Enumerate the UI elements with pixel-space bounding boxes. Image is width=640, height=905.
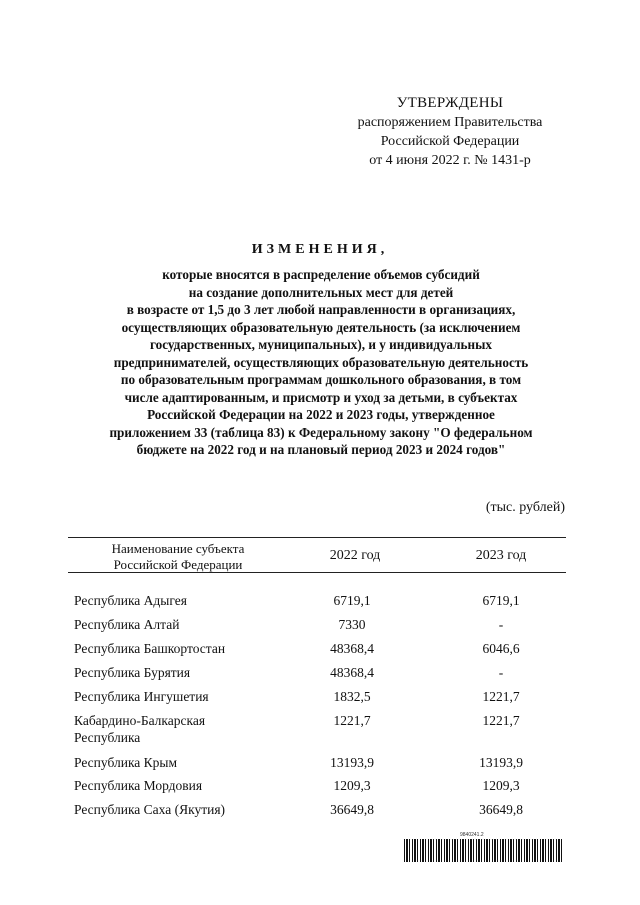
value-2022: 36649,8 — [330, 802, 374, 817]
approval-stamp — [340, 94, 560, 170]
subtitle-line: по образовательным программам дошкольного образования, в том — [120, 372, 522, 387]
subject-name: Республика Бурятия — [74, 665, 191, 680]
approval-line-1: распоряжением Правительства — [357, 115, 543, 130]
column-header-subject — [78, 541, 278, 573]
document-subtitle — [60, 266, 582, 459]
subtitle-line: на создание дополнительных мест для детей — [188, 284, 454, 300]
value-2023: 6719,1 — [482, 593, 520, 608]
table-top-rule — [68, 537, 566, 538]
column-header-subject-line-1: Наименование субъекта — [111, 541, 245, 556]
value-2023: 36649,8 — [479, 802, 523, 817]
value-2023: 13193,9 — [479, 755, 523, 770]
subject-name: Республика Крым — [74, 755, 178, 770]
value-2022: 48368,4 — [330, 641, 374, 656]
approval-heading: УТВЕРЖДЕНЫ — [396, 95, 504, 111]
subject-name: Кабардино-Балкарская Республика — [74, 713, 206, 745]
subtitle-line: бюджете на 2022 год и на плановый период 2023 и 2024 годов" — [136, 442, 506, 457]
value-2022: 1221,7 — [333, 713, 371, 728]
subject-name: Республика Мордовия — [74, 778, 203, 793]
subtitle-line: Российской Федерации на 2022 и 2023 годы, утвержденное — [147, 407, 495, 422]
value-2022: 48368,4 — [330, 665, 374, 680]
value-2023: 1221,7 — [482, 713, 520, 728]
subject-name: Республика Адыгея — [74, 593, 187, 608]
subtitle-line: числе адаптированным, и присмотр и уход за детьми, в субъектах — [124, 389, 518, 405]
subtitle-line: предпринимателей, осуществляющих образовательную деятельность — [113, 354, 529, 370]
value-2023: - — [498, 617, 504, 632]
value-2023: 1209,3 — [482, 778, 520, 793]
subtitle-line: государственных, муниципальных), и у индивидуальных — [149, 337, 493, 352]
document-title: ИЗМЕНЕНИЯ, — [251, 242, 389, 257]
subject-name: Республика Башкортостан — [74, 641, 226, 656]
column-header-2022: 2022 год — [329, 548, 381, 563]
barcode — [404, 839, 564, 862]
value-2022: 6719,1 — [333, 593, 371, 608]
value-2023: 6046,6 — [482, 641, 520, 656]
value-2023: 1221,7 — [482, 689, 520, 704]
value-2023: - — [498, 665, 504, 680]
barcode-label: 9840241.2 — [460, 832, 484, 838]
subject-name: Республика Ингушетия — [74, 689, 209, 704]
value-2022: 7330 — [338, 617, 366, 632]
subject-name: Республика Алтай — [74, 617, 180, 632]
value-2022: 1832,5 — [333, 689, 371, 704]
subtitle-line: осуществляющих образовательную деятельность (за исключением — [121, 319, 521, 335]
column-header-subject-line-2: Российской Федерации — [113, 557, 243, 572]
value-2022: 1209,3 — [333, 778, 371, 793]
approval-line-2: Российской Федерации — [380, 134, 520, 149]
column-header-2023: 2023 год — [475, 548, 527, 563]
subtitle-line: которые вносятся в распределение объемов субсидий — [162, 267, 480, 282]
value-2022: 13193,9 — [330, 755, 374, 770]
subject-name: Республика Саха (Якутия) — [74, 802, 226, 817]
units-label: (тыс. рублей) — [485, 500, 565, 515]
approval-line-3: от 4 июня 2022 г. № 1431-р — [369, 153, 531, 168]
table-header-rule — [68, 572, 566, 573]
subtitle-line: приложением 33 (таблица 83) к Федеральному закону "О федеральном — [109, 424, 533, 440]
subtitle-line: в возрасте от 1,5 до 3 лет любой направленности в организациях, — [126, 302, 516, 317]
